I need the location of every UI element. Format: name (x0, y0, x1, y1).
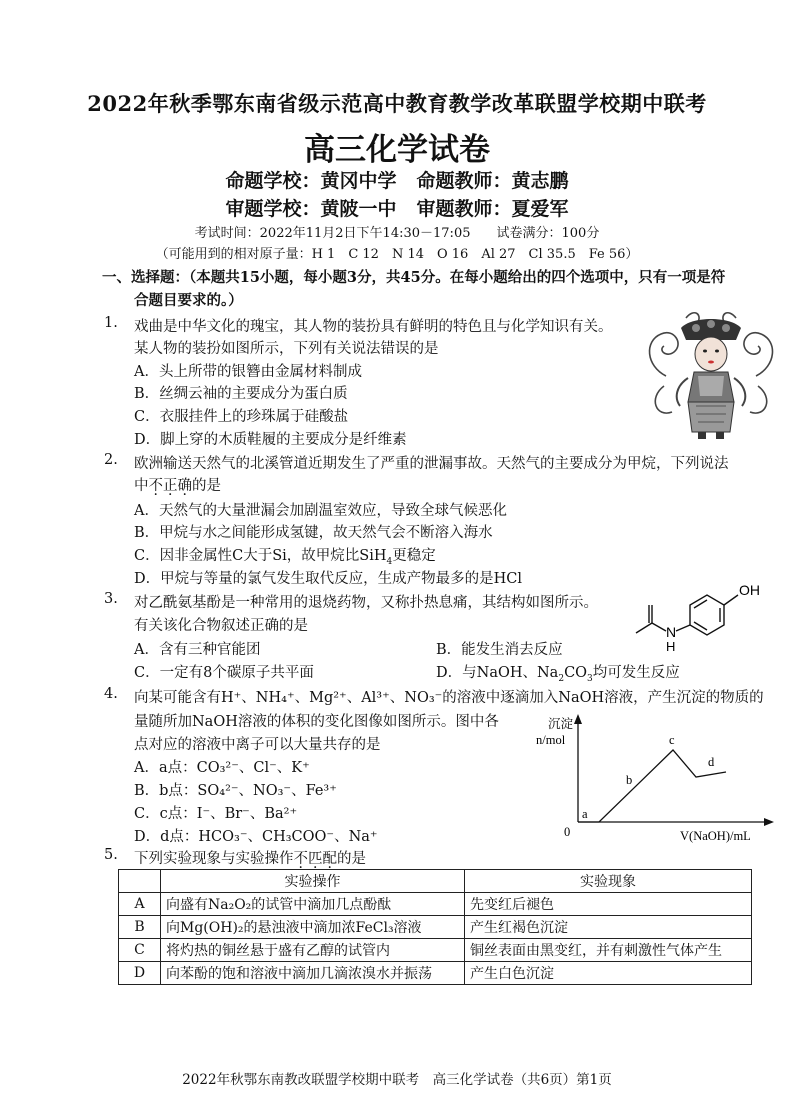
emphasis-char: 不 (148, 478, 163, 494)
q1-option-d: D．脚上穿的木质鞋履的主要成分是纤维素 (134, 432, 407, 448)
q3-option-d-sub2: 3 (587, 673, 593, 684)
q2-stem-line1: 欧洲输送天然气的北溪管道近期发生了严重的泄漏事故。天然气的主要成分为甲烷，下列说法 (134, 456, 729, 472)
q3-option-c: C．一定有8个碳原子共平面 (134, 665, 314, 681)
q2-option-c (134, 544, 436, 567)
graph-curve (578, 750, 726, 822)
paper-title: 高三化学试卷 (304, 132, 490, 168)
q2-number: 2. (104, 452, 118, 468)
q5-row-phenomenon: 产生红褐色沉淀 (465, 916, 752, 939)
structure-h-label: H (666, 639, 676, 653)
q5-header-phenomenon: 实验现象 (465, 870, 752, 893)
q5-row-key: C (119, 939, 161, 962)
q4-number: 4. (104, 686, 118, 702)
q3-option-b: B．能发生消去反应 (436, 642, 563, 658)
section-title: 一、选择题：（本题共15小题，每小题3分，共45分。在每小题给出的四个选项中，只有一项是符 (102, 269, 726, 286)
q3-option-d-pre: D．与NaOH、Na (436, 665, 559, 681)
q1-option-b: B．丝绸云袖的主要成分为蛋白质 (134, 386, 348, 402)
q1-number: 1. (104, 315, 118, 331)
graph-point-a: a (582, 807, 588, 821)
q3-option-d-post: 均可发生反应 (592, 665, 680, 681)
q2-stem-pre: 中 (134, 478, 149, 494)
precipitate-graph (528, 712, 778, 846)
graph-y-label-2: n/mol (536, 733, 566, 747)
q2-option-d: D．甲烷与等量的氯气发生取代反应，生成产物最多的是HCl (134, 571, 523, 587)
q3-option-d-mid: CO (564, 665, 588, 681)
q4-option-c: C．c点：I⁻、Br⁻、Ba²⁺ (134, 806, 298, 822)
table-row (119, 916, 752, 939)
q2-option-b: B．甲烷与水之间能形成氢键，故天然气会不断溶入海水 (134, 525, 493, 541)
q3-number: 3. (104, 591, 118, 607)
q3-option-d (436, 661, 680, 684)
setter-teacher: 命题教师：黄志鹏 (416, 170, 569, 192)
q5-header-operation: 实验操作 (161, 870, 465, 893)
q5-table (118, 869, 752, 985)
emphasis-char: 不 (293, 851, 308, 867)
q4-option-b: B．b点：SO₄²⁻、NO₃⁻、Fe³⁺ (134, 783, 337, 799)
q2-option-a: A．天然气的大量泄漏会加剧温室效应，导致全球气候恶化 (134, 503, 507, 519)
structure-n-label: N (666, 624, 677, 640)
emphasis-char: 配 (322, 851, 337, 867)
q5-row-operation: 向苯酚的饱和溶液中滴加几滴浓溴水并振荡 (161, 962, 465, 985)
graph-y-label-1: 沉淀 (548, 717, 574, 731)
q1-option-c: C．衣服挂件上的珍珠属于硅酸盐 (134, 409, 349, 425)
q5-stem-post: 的是 (337, 851, 366, 867)
q1-stem-line1: 戏曲是中华文化的瑰宝，其人物的装扮具有鲜明的特色且与化学知识有关。 (134, 319, 613, 335)
emphasis-char: 确 (177, 478, 192, 494)
q5-row-operation: 将灼热的铜丝悬于盛有乙醇的试管内 (161, 939, 465, 962)
q5-header-key (119, 870, 161, 893)
q5-emphasis (294, 851, 338, 867)
reviewer-teacher: 审题教师：夏爱军 (416, 198, 569, 220)
table-row (119, 962, 752, 985)
q2-option-c-post: 更稳定 (392, 548, 436, 564)
q5-row-phenomenon: 先变红后褪色 (465, 893, 752, 916)
q4-stem-line1: 向某可能含有H⁺、NH₄⁺、Mg²⁺、Al³⁺、NO₃⁻的溶液中逐滴加入NaOH溶液，产生沉淀的物质的 (134, 690, 764, 706)
q5-stem (134, 847, 366, 868)
q4-stem-line2: 量随所加NaOH溶液的体积的变化图像如图所示。图中各 (134, 714, 499, 730)
setter-school: 命题学校：黄冈中学 (225, 170, 397, 192)
q5-number: 5. (104, 847, 118, 863)
atomic-masses: （可能用到的相对原子量：H 1 C 12 N 14 O 16 Al 27 Cl 35.5 Fe 56） (155, 247, 639, 262)
structure-oh-label: OH (739, 582, 760, 598)
q1-stem-line2: 某人物的装扮如图所示，下列有关说法错误的是 (134, 341, 439, 357)
full-score: 试卷满分：100分 (496, 226, 600, 241)
q5-row-key: A (119, 893, 161, 916)
q5-row-operation: 向盛有Na₂O₂的试管中滴加几点酚酞 (161, 893, 465, 916)
q5-row-key: B (119, 916, 161, 939)
q2-stem-post: 的是 (192, 478, 221, 494)
emphasis-char: 匹 (308, 851, 323, 867)
q5-row-operation: 向Mg(OH)₂的悬浊液中滴加浓FeCl₃溶液 (161, 916, 465, 939)
q3-option-d-sub1: 2 (558, 673, 565, 684)
page-footer: 2022年秋鄂东南教改联盟学校期中联考 高三化学试卷（共6页）第1页 (182, 1072, 612, 1088)
q4-option-d: D．d点：HCO₃⁻、CH₃COO⁻、Na⁺ (134, 829, 378, 845)
q5-row-key: D (119, 962, 161, 985)
graph-x-label: V(NaOH)/mL (680, 829, 751, 843)
acetaminophen-structure (602, 577, 772, 653)
opera-figure-illustration (636, 306, 786, 442)
q5-stem-pre: 下列实验现象与实验操作 (134, 851, 294, 867)
q2-option-c-pre: C．因非金属性C大于Si，故甲烷比SiH (134, 548, 387, 564)
setter-line (0, 166, 794, 193)
exam-time: 考试时间：2022年11月2日下午14:30－17:05 (194, 226, 471, 241)
q3-stem-line2: 有关该化合物叙述正确的是 (134, 618, 308, 634)
q2-option-c-sub: 4 (386, 556, 393, 567)
q3-stem-line1: 对乙酰氨基酚是一种常用的退烧药物，又称扑热息痛，其结构如图所示。 (134, 595, 598, 611)
reviewer-school: 审题学校：黄陂一中 (225, 198, 397, 220)
exam-title: 2022年秋季鄂东南省级示范高中教育教学改革联盟学校期中联考 (87, 91, 707, 116)
graph-point-d: d (708, 755, 715, 769)
exam-info (0, 222, 794, 241)
reviewer-line (0, 194, 794, 221)
q2-emphasis (149, 478, 193, 494)
graph-point-c: c (669, 733, 675, 747)
q5-table-header (119, 870, 752, 893)
q4-option-a: A．a点：CO₃²⁻、Cl⁻、K⁺ (134, 760, 310, 776)
q4-stem-line3: 点对应的溶液中离子可以大量共存的是 (134, 737, 381, 753)
q3-option-a: A．含有三种官能团 (134, 642, 261, 658)
q5-row-phenomenon: 产生白色沉淀 (465, 962, 752, 985)
table-row (119, 939, 752, 962)
q1-option-a: A．头上所带的银簪由金属材料制成 (134, 364, 362, 380)
q5-row-phenomenon: 铜丝表面由黑变红，并有刺激性气体产生 (465, 939, 752, 962)
q2-stem-line2 (134, 474, 221, 495)
graph-point-b: b (626, 773, 633, 787)
table-row (119, 893, 752, 916)
graph-origin-label: 0 (564, 825, 571, 839)
section-title-cont: 合题目要求的。） (134, 292, 243, 309)
emphasis-char: 正 (163, 478, 178, 494)
